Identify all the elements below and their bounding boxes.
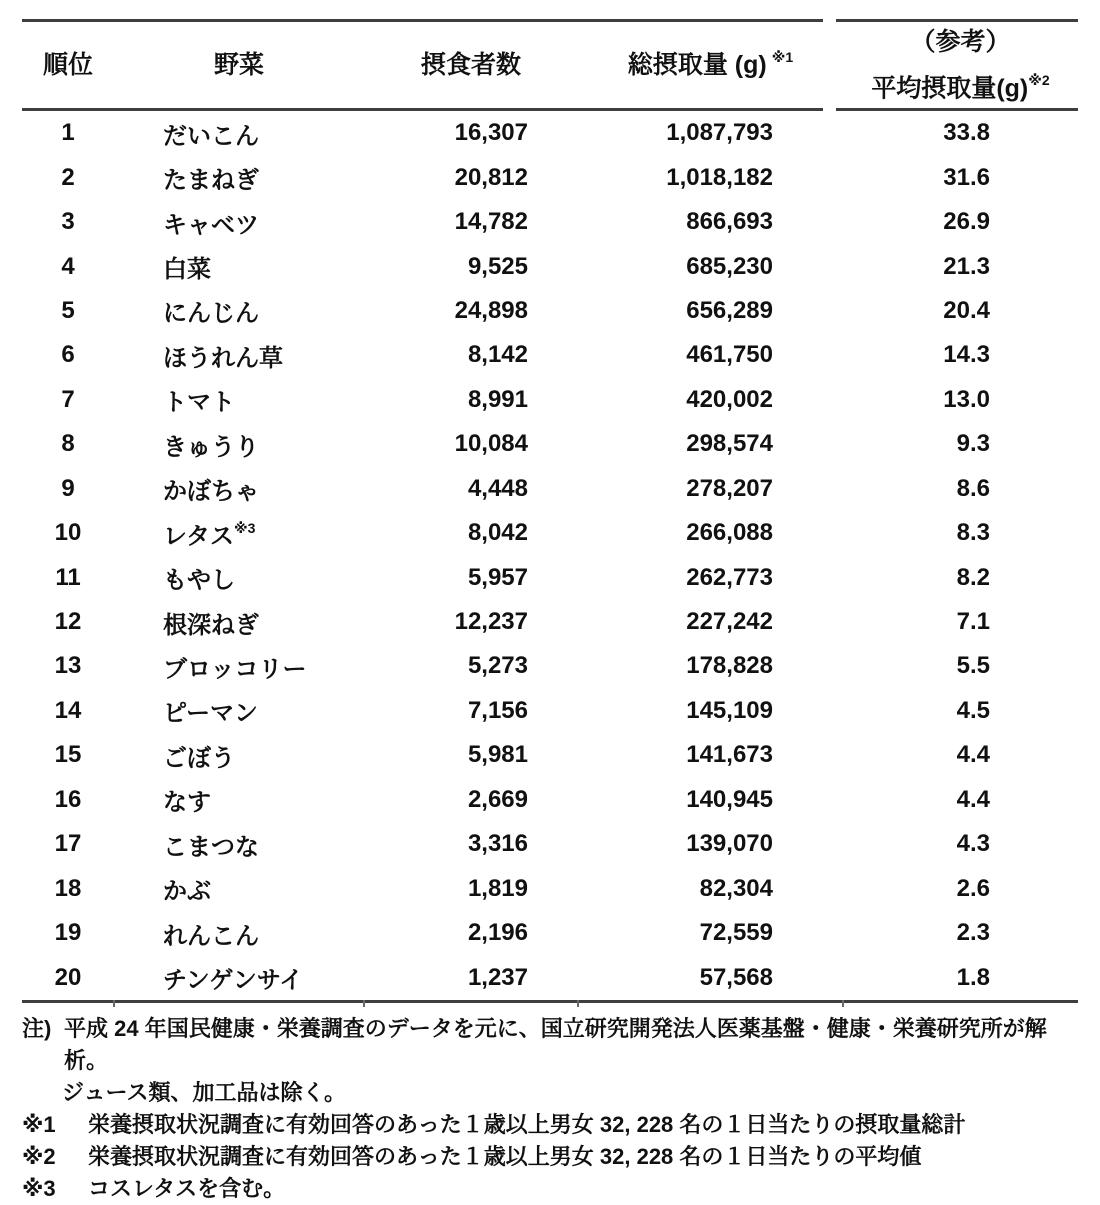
cell-eaters-count: 10,084 — [454, 430, 528, 458]
ranking-table — [22, 19, 1078, 1003]
cell-total-intake: 82,304 — [699, 874, 773, 902]
cell-rank: 6 — [61, 341, 75, 369]
cell-average-intake: 20.4 — [943, 296, 990, 324]
table-row — [22, 778, 1078, 822]
cell-vegetable — [114, 516, 364, 551]
vegetable-label: キャベツ — [163, 211, 259, 239]
cell-rank: 12 — [54, 608, 82, 636]
vegetable-label: れんこん — [163, 922, 259, 950]
rule-tick-col4 — [842, 1000, 844, 1007]
footnote-marker: 注) — [22, 1015, 52, 1041]
cell-rank: 4 — [61, 252, 75, 280]
cell-average-intake: 8.2 — [956, 563, 990, 591]
footnote-line — [22, 1109, 1088, 1141]
cell-rank: 2 — [61, 163, 75, 191]
cell-vegetable — [114, 293, 364, 328]
vegetable-label: もやし — [163, 567, 235, 595]
cell-total-intake: 461,750 — [686, 341, 773, 369]
cell-average-intake: 5.5 — [956, 652, 990, 680]
cell-total-intake: 178,828 — [686, 652, 773, 680]
footnote-text: 栄養摂取状況調査に有効回答のあった１歳以上男女 32, 228 名の１日当たりの摂取量総計 — [88, 1111, 966, 1137]
cell-rank: 19 — [54, 919, 82, 947]
rule-gap-header — [823, 108, 836, 111]
cell-eaters-count: 1,819 — [467, 874, 528, 902]
cell-total-intake: 139,070 — [686, 830, 773, 858]
table-row — [22, 511, 1078, 555]
rule-tick-col3 — [577, 1000, 579, 1007]
rule-tick-col1 — [113, 1000, 115, 1007]
header-total-intake — [578, 50, 843, 80]
cell-eaters-count: 16,307 — [454, 119, 528, 147]
cell-vegetable — [114, 693, 364, 728]
cell-total-intake: 278,207 — [686, 474, 773, 502]
footnote-text: コスレタスを含む。 — [88, 1175, 286, 1201]
table-row — [22, 600, 1078, 644]
cell-rank: 8 — [61, 430, 75, 458]
cell-eaters-count: 1,237 — [467, 963, 528, 991]
footnote2-sup-icon: ※2 — [1028, 72, 1050, 88]
table-row — [22, 555, 1078, 599]
table-row — [22, 200, 1078, 244]
cell-eaters-count: 12,237 — [454, 608, 528, 636]
cell-average-intake: 4.5 — [956, 696, 990, 724]
table-body — [22, 111, 1078, 1003]
cell-rank: 17 — [54, 830, 82, 858]
cell-average-intake: 21.3 — [943, 252, 990, 280]
footnote-marker: ※2 — [22, 1143, 56, 1169]
cell-average-intake: 4.4 — [956, 785, 990, 813]
cell-eaters-count: 9,525 — [467, 252, 528, 280]
cell-eaters-count: 2,669 — [467, 785, 528, 813]
cell-total-intake: 298,574 — [686, 430, 773, 458]
cell-eaters-count: 24,898 — [454, 296, 528, 324]
cell-rank: 10 — [54, 519, 82, 547]
table-row — [22, 911, 1078, 955]
vegetable-label: なす — [163, 789, 211, 817]
table-row — [22, 689, 1078, 733]
header-rank: 順位 — [42, 51, 93, 80]
cell-eaters-count: 2,196 — [467, 919, 528, 947]
cell-average-intake: 2.3 — [956, 919, 990, 947]
cell-rank: 13 — [54, 652, 82, 680]
table-row — [22, 422, 1078, 466]
cell-vegetable — [114, 871, 364, 906]
header-total-intake-label: 総摂取量 (g) — [627, 51, 767, 80]
cell-rank: 18 — [54, 874, 82, 902]
cell-eaters-count: 4,448 — [467, 474, 528, 502]
footnote-marker: ※3 — [22, 1175, 56, 1201]
cell-total-intake: 145,109 — [686, 696, 773, 724]
table-header-row — [22, 19, 1078, 111]
cell-eaters-count: 14,782 — [454, 208, 528, 236]
cell-average-intake: 7.1 — [956, 608, 990, 636]
cell-average-intake: 31.6 — [943, 163, 990, 191]
footnote-text: 栄養摂取状況調査に有効回答のあった１歳以上男女 32, 228 名の１日当たりの平均値 — [88, 1143, 922, 1169]
cell-average-intake: 2.6 — [956, 874, 990, 902]
cell-total-intake: 685,230 — [686, 252, 773, 280]
cell-eaters-count: 5,981 — [467, 741, 528, 769]
header-average-intake — [843, 22, 1078, 108]
cell-vegetable — [114, 205, 364, 240]
cell-total-intake: 72,559 — [699, 919, 773, 947]
vegetable-label: ごぼう — [163, 744, 235, 772]
cell-vegetable — [114, 116, 364, 151]
footnote-line — [22, 1141, 1088, 1173]
table-row — [22, 866, 1078, 910]
header-vegetable: 野菜 — [213, 51, 264, 80]
footnote-marker: ※1 — [22, 1111, 56, 1137]
footnote-line — [22, 1077, 1088, 1109]
vegetable-label: だいこん — [163, 122, 259, 150]
footnote-line — [22, 1013, 1088, 1077]
cell-vegetable — [114, 471, 364, 506]
footnote-line — [22, 1173, 1088, 1205]
cell-eaters-count: 8,991 — [467, 385, 528, 413]
table-row — [22, 155, 1078, 199]
table-row — [22, 822, 1078, 866]
cell-total-intake: 140,945 — [686, 785, 773, 813]
cell-total-intake: 266,088 — [686, 519, 773, 547]
cell-total-intake: 1,018,182 — [666, 163, 773, 191]
cell-eaters-count: 8,042 — [467, 519, 528, 547]
cell-vegetable — [114, 782, 364, 817]
cell-rank: 9 — [61, 474, 75, 502]
table-row — [22, 733, 1078, 777]
cell-rank: 14 — [54, 696, 82, 724]
cell-rank: 11 — [55, 563, 81, 591]
cell-average-intake: 14.3 — [943, 341, 990, 369]
cell-eaters-count: 8,142 — [467, 341, 528, 369]
footnote1-sup-icon: ※1 — [771, 48, 794, 65]
cell-average-intake: 26.9 — [943, 208, 990, 236]
cell-rank: 3 — [61, 208, 75, 236]
cell-total-intake: 420,002 — [686, 385, 773, 413]
cell-eaters-count: 3,316 — [467, 830, 528, 858]
rule-tick-col2 — [363, 1000, 365, 1007]
header-average-intake-line2 — [843, 62, 1078, 108]
cell-vegetable — [114, 916, 364, 951]
header-eaters-count: 摂食者数 — [420, 51, 521, 80]
cell-total-intake: 1,087,793 — [666, 119, 773, 147]
cell-vegetable — [114, 338, 364, 373]
cell-average-intake: 8.3 — [956, 519, 990, 547]
table-row — [22, 333, 1078, 377]
cell-vegetable — [114, 960, 364, 995]
cell-total-intake: 866,693 — [686, 208, 773, 236]
table-row — [22, 111, 1078, 155]
cell-average-intake: 4.4 — [956, 741, 990, 769]
vegetable-label: チンゲンサイ — [163, 967, 304, 995]
cell-rank: 5 — [61, 296, 75, 324]
cell-total-intake: 57,568 — [699, 963, 773, 991]
cell-total-intake: 656,289 — [686, 296, 773, 324]
cell-vegetable — [114, 738, 364, 773]
vegetable-label: ブロッコリー — [163, 655, 307, 683]
cell-vegetable — [114, 649, 364, 684]
footnotes — [22, 1013, 1088, 1205]
vegetable-label: かぶ — [163, 878, 211, 906]
cell-total-intake: 227,242 — [686, 608, 773, 636]
cell-rank: 7 — [61, 385, 75, 413]
cell-vegetable — [114, 605, 364, 640]
vegetable-label: かぼちゃ — [163, 478, 259, 506]
footnote-text: ジュース類、加工品は除く。 — [62, 1079, 347, 1105]
vegetable-intake-ranking-document — [0, 19, 1100, 1203]
vegetable-label: ほうれん草 — [163, 344, 283, 372]
cell-rank: 1 — [61, 119, 75, 147]
footnote-text: 平成 24 年国民健康・栄養調査のデータを元に、国立研究開発法人医薬基盤・健康・栄養研究所が解析。 — [64, 1015, 1047, 1073]
cell-eaters-count: 7,156 — [467, 696, 528, 724]
vegetable-label: にんじん — [163, 300, 259, 328]
table-row — [22, 378, 1078, 422]
vegetable-label: ピーマン — [163, 700, 259, 728]
cell-vegetable — [114, 560, 364, 595]
cell-average-intake: 1.8 — [956, 963, 990, 991]
table-row — [22, 955, 1078, 999]
vegetable-label: レタス — [163, 522, 235, 550]
header-reference-label: （参考） — [910, 28, 1011, 56]
vegetable-label: トマト — [163, 389, 235, 417]
cell-total-intake: 141,673 — [686, 741, 773, 769]
vegetable-label: 根深ねぎ — [163, 611, 259, 639]
cell-vegetable — [114, 249, 364, 284]
cell-eaters-count: 20,812 — [454, 163, 528, 191]
cell-average-intake: 4.3 — [956, 830, 990, 858]
cell-vegetable — [114, 427, 364, 462]
cell-rank: 16 — [54, 785, 82, 813]
cell-rank: 15 — [54, 741, 82, 769]
cell-vegetable — [114, 160, 364, 195]
cell-average-intake: 9.3 — [956, 430, 990, 458]
table-row — [22, 244, 1078, 288]
cell-rank: 20 — [54, 963, 82, 991]
cell-average-intake: 8.6 — [956, 474, 990, 502]
table-row — [22, 467, 1078, 511]
cell-vegetable — [114, 827, 364, 862]
cell-total-intake: 262,773 — [686, 563, 773, 591]
vegetable-label: きゅうり — [163, 433, 259, 461]
vegetable-label: こまつな — [163, 833, 259, 861]
table-row — [22, 644, 1078, 688]
table-row — [22, 289, 1078, 333]
cell-average-intake: 13.0 — [943, 385, 990, 413]
rule-gap-top — [823, 19, 836, 22]
cell-eaters-count: 5,957 — [467, 563, 528, 591]
vegetable-label: 白菜 — [163, 256, 211, 284]
vegetable-label: たまねぎ — [163, 167, 259, 195]
cell-average-intake: 33.8 — [943, 119, 990, 147]
vegetable-footnote-sup-icon: ※3 — [234, 519, 256, 536]
cell-vegetable — [114, 382, 364, 417]
header-average-intake-label: 平均摂取量(g) — [871, 74, 1029, 103]
cell-eaters-count: 5,273 — [467, 652, 528, 680]
